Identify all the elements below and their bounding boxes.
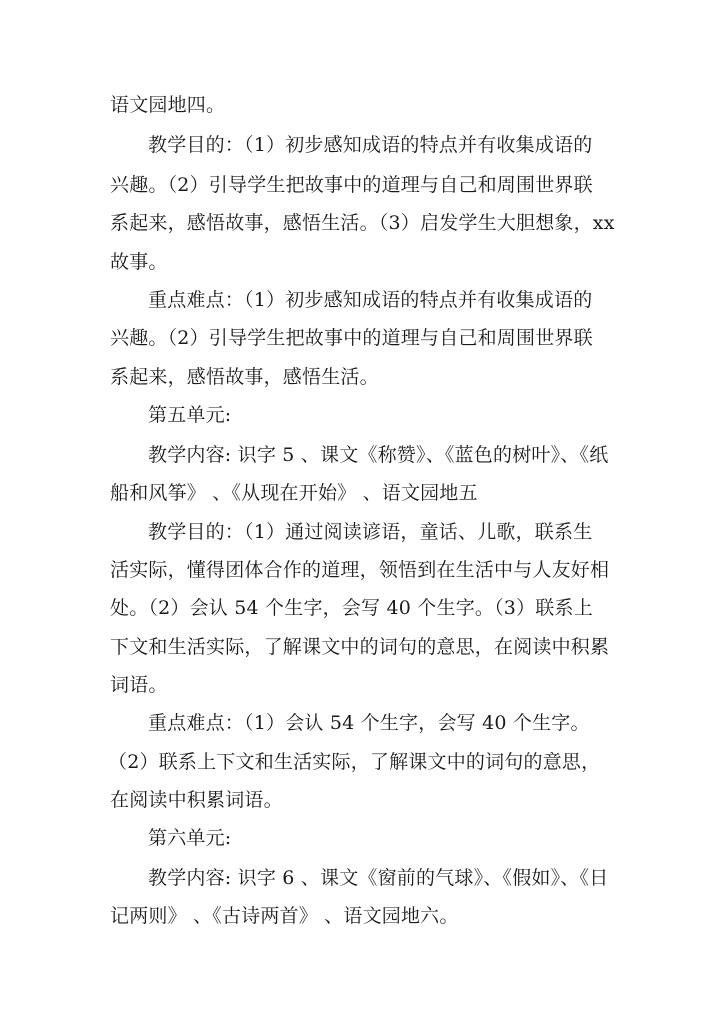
text-line: 重点难点：（1）初步感知成语的特点并有收集成语的: [148, 289, 593, 311]
text-line: 活实际，懂得团体合作的道理，领悟到在生活中与人友好相: [110, 559, 610, 581]
text-line: 下文和生活实际，了解课文中的词句的意思，在阅读中积累: [110, 636, 610, 658]
text-line: 处。（2）会认 54 个生字，会写 40 个生字。（3）联系上: [110, 597, 593, 619]
text-line: 兴趣。（2）引导学生把故事中的道理与自己和周围世界联: [110, 327, 593, 349]
text-line: 记两则》 、《古诗两首》 、语文园地六。: [110, 905, 459, 927]
text-line: 在阅读中积累词语。: [110, 789, 283, 811]
text-line: 教学目的：（1）初步感知成语的特点并有收集成语的: [148, 134, 593, 156]
section-heading: 第五单元:: [148, 404, 232, 426]
text-line: 重点难点：（1）会认 54 个生字，会写 40 个生字。: [148, 712, 590, 734]
text-line: 教学内容: 识字 5 、课文《称赞》、《蓝色的树叶》、《纸: [148, 444, 609, 466]
text-line: 兴趣。（2）引导学生把故事中的道理与自己和周围世界联: [110, 174, 593, 196]
text-line: 教学目的：（1）通过阅读谚语，童话、儿歌，联系生: [148, 521, 593, 543]
text-line: 教学内容: 识字 6 、课文《窗前的气球》、《假如》、《日: [148, 867, 609, 889]
text-line: 词语。: [110, 674, 168, 696]
section-heading: 第六单元:: [148, 827, 232, 849]
text-line: （2）联系上下文和生活实际，了解课文中的词句的意思，: [108, 751, 601, 773]
text-line: 故事。: [110, 251, 168, 273]
text-line: 语文园地四。: [110, 94, 226, 116]
text-line: 船和风筝》 、《从现在开始》 、语文园地五: [110, 482, 478, 504]
text-line: 系起来，感悟故事，感悟生活。（3）启发学生大胆想象，xx: [110, 212, 615, 234]
text-line: 系起来，感悟故事，感悟生活。: [110, 366, 379, 388]
